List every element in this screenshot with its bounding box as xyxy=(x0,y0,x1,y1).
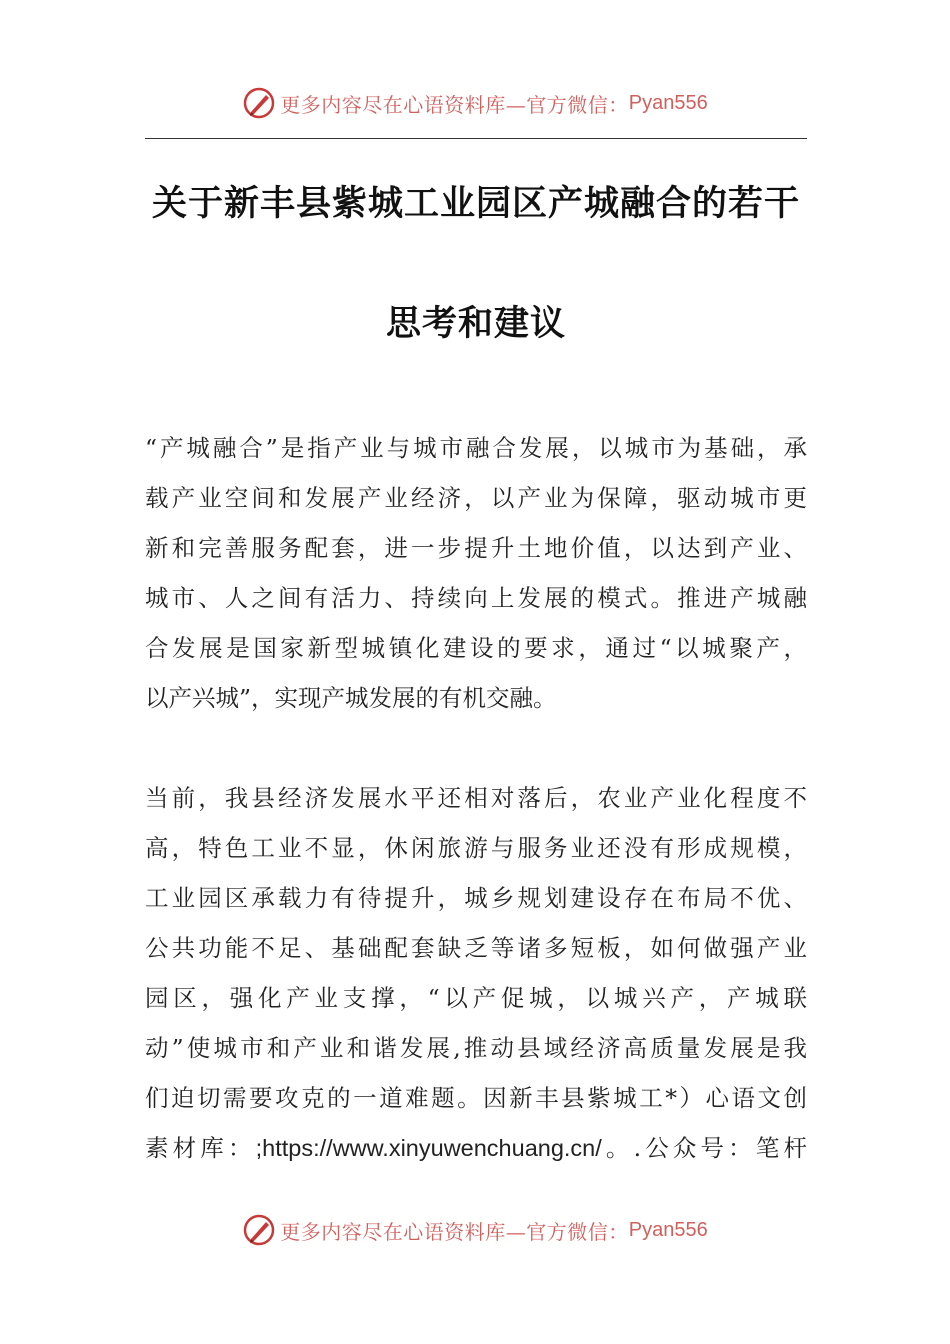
line-prefix: 素材库： xyxy=(145,1134,256,1162)
paragraph-line: 合发展是国家新型城镇化建设的要求，通过“以城聚产， xyxy=(145,634,807,662)
paragraph-line: 高，特色工业不显，休闲旅游与服务业还没有形成规模， xyxy=(145,834,807,862)
line-suffix: 。.公众号：笔杆 xyxy=(601,1134,807,1162)
paragraph-line: “产城融合”是指产业与城市融合发展，以城市为基础，承 xyxy=(145,434,807,462)
footer-banner xyxy=(0,1210,950,1250)
paragraph-line: 当前，我县经济发展水平还相对落后，农业产业化程度不 xyxy=(145,784,807,812)
paragraph-line: 动”使城市和产业和谐发展,推动县域经济高质量发展是我 xyxy=(145,1034,807,1062)
paragraph-line: 新和完善服务配套，进一步提升土地价值，以达到产业、 xyxy=(145,534,807,562)
paragraph-line-with-link xyxy=(145,1133,807,1163)
header-banner xyxy=(0,83,950,123)
paragraph-line: 城市、人之间有活力、持续向上发展的模式。推进产城融 xyxy=(145,584,807,612)
website-link[interactable]: ;https://www.xinyuwenchuang.cn/ xyxy=(255,1135,602,1161)
header-divider xyxy=(145,138,807,139)
document-title-line-1: 关于新丰县紫城工业园区产城融合的若干 xyxy=(151,183,800,224)
paragraph-line: 载产业空间和发展产业经济，以产业为保障，驱动城市更 xyxy=(145,484,807,512)
footer-banner-wechat-id: Pyan556 xyxy=(628,1218,708,1241)
paragraph-line: 园区，强化产业支撑，“以产促城，以城兴产，产城联 xyxy=(145,984,807,1012)
pen-logo-icon xyxy=(242,1213,276,1247)
pen-logo-icon xyxy=(242,86,276,120)
header-banner-text: 更多内容尽在心语资料库—官方微信： xyxy=(280,92,629,117)
footer-banner-text: 更多内容尽在心语资料库—官方微信： xyxy=(280,1219,629,1244)
paragraph-line: 以产兴城”，实现产城发展的有机交融。 xyxy=(145,684,557,712)
paragraph-line: 工业园区承载力有待提升，城乡规划建设存在布局不优、 xyxy=(145,884,807,912)
paragraph-line: 们迫切需要攻克的一道难题。因新丰县紫城工*）心语文创 xyxy=(145,1084,807,1112)
paragraph-line: 公共功能不足、基础配套缺乏等诸多短板，如何做强产业 xyxy=(145,934,807,962)
document-title-line-2: 思考和建议 xyxy=(385,303,566,344)
header-banner-wechat-id: Pyan556 xyxy=(628,91,708,114)
